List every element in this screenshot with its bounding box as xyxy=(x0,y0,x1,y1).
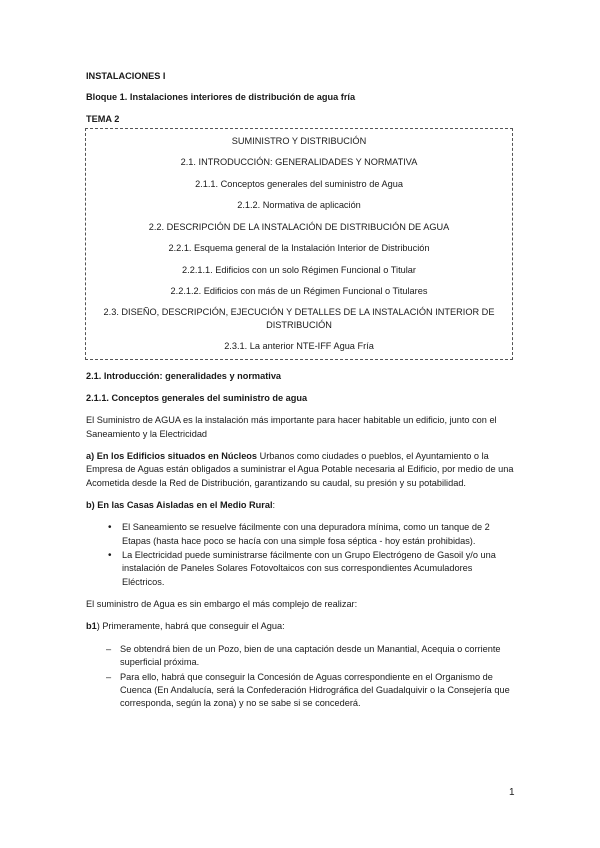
document-page xyxy=(86,70,516,720)
toc-entry: 2.2.1. Esquema general de la Instalación Interior de Distribución xyxy=(168,243,430,254)
paragraph xyxy=(86,499,516,512)
toc-entry: SUMINISTRO Y DISTRIBUCIÓN xyxy=(231,136,367,147)
toc-entry: 2.3. DISEÑO, DESCRIPCIÓN, EJECUCIÓN Y DETALLES DE LA INSTALACIÓN INTERIOR DE DISTRIBUCIÓN xyxy=(103,307,495,330)
course-title: INSTALACIONES I xyxy=(86,71,166,81)
topic-title: TEMA 2 xyxy=(86,113,120,124)
dash-list xyxy=(86,643,516,711)
paragraph-text: ) Primeramente, habrá que conseguir el Agua: xyxy=(96,621,285,632)
toc-entry: 2.2.1.1. Edificios con un solo Régimen Funcional o Titular xyxy=(182,264,416,275)
toc-entry: 2.3.1. La anterior NTE-IFF Agua Fría xyxy=(224,341,374,352)
paragraph xyxy=(86,620,516,633)
table-of-contents xyxy=(85,128,513,360)
paragraph: El Suministro de AGUA es la instalación más importante para hacer habitable un edificio, junto con el Saneamiento y la Electricidad xyxy=(86,415,497,439)
paragraph-lead: a) En los Edificios situados en Núcleos xyxy=(86,451,258,462)
toc-entry: 2.1. INTRODUCCIÓN: GENERALIDADES Y NORMATIVA xyxy=(180,157,418,168)
subsection-heading: 2.1.1. Conceptos generales del suministro de agua xyxy=(86,393,308,404)
paragraph xyxy=(86,450,516,490)
toc-entry: 2.2. DESCRIPCIÓN DE LA INSTALACIÓN DE DISTRIBUCIÓN DE AGUA xyxy=(148,221,450,232)
section-heading: 2.1. Introducción: generalidades y normativa xyxy=(86,370,282,381)
paragraph-lead: b) En las Casas Aisladas en el Medio Rural xyxy=(86,500,273,511)
toc-entry: 2.2.1.2. Edificios con más de un Régimen Funcional o Titulares xyxy=(170,285,428,296)
list-item: • El Saneamiento se resuelve fácilmente con una depuradora mínima, como un tanque de 2 Etapas (hasta hace poco se hacía con una simple fosa séptica - hoy están prohibidas). xyxy=(122,521,516,548)
block-title: Bloque 1. Instalaciones interiores de distribución de agua fría xyxy=(86,92,356,103)
toc-entry: 2.1.1. Conceptos generales del suministro de Agua xyxy=(195,178,403,189)
paragraph: El suministro de Agua es sin embargo el más complejo de realizar: xyxy=(86,599,358,610)
page-number: 1 xyxy=(509,787,515,798)
list-item: – Se obtendrá bien de un Pozo, bien de una captación desde un Manantial, Acequia o corriente superficial próxima. xyxy=(120,643,516,670)
paragraph-lead: b1 xyxy=(86,621,97,632)
paragraph-text: : xyxy=(272,500,276,511)
bullet-list xyxy=(86,521,516,589)
paragraph-text: Urbanos como ciudades o pueblos, el Ayuntamiento o la Empresa de Aguas están obligados a suministrar el Agua Potable necesaria al Edificio, por medio de una Acometida desde la Red de Distribución, garantizando su caudal, su presión y su potabilidad. xyxy=(86,451,514,488)
list-item: – Para ello, habrá que conseguir la Concesión de Aguas correspondiente en el Organismo de Cuenca (En Andalucía, será la Confederación Hidrográfica del Guadalquivir o la Consejería que corresponda, según la zona) y no se sabe si se concederá. xyxy=(120,671,516,711)
toc-entry: 2.1.2. Normativa de aplicación xyxy=(237,200,361,211)
list-item: • La Electricidad puede suministrarse fácilmente con un Grupo Electrógeno de Gasoil y/o una instalación de Paneles Solares Fotovoltaicos con sus correspondientes Acumuladores Eléctricos. xyxy=(122,549,516,589)
